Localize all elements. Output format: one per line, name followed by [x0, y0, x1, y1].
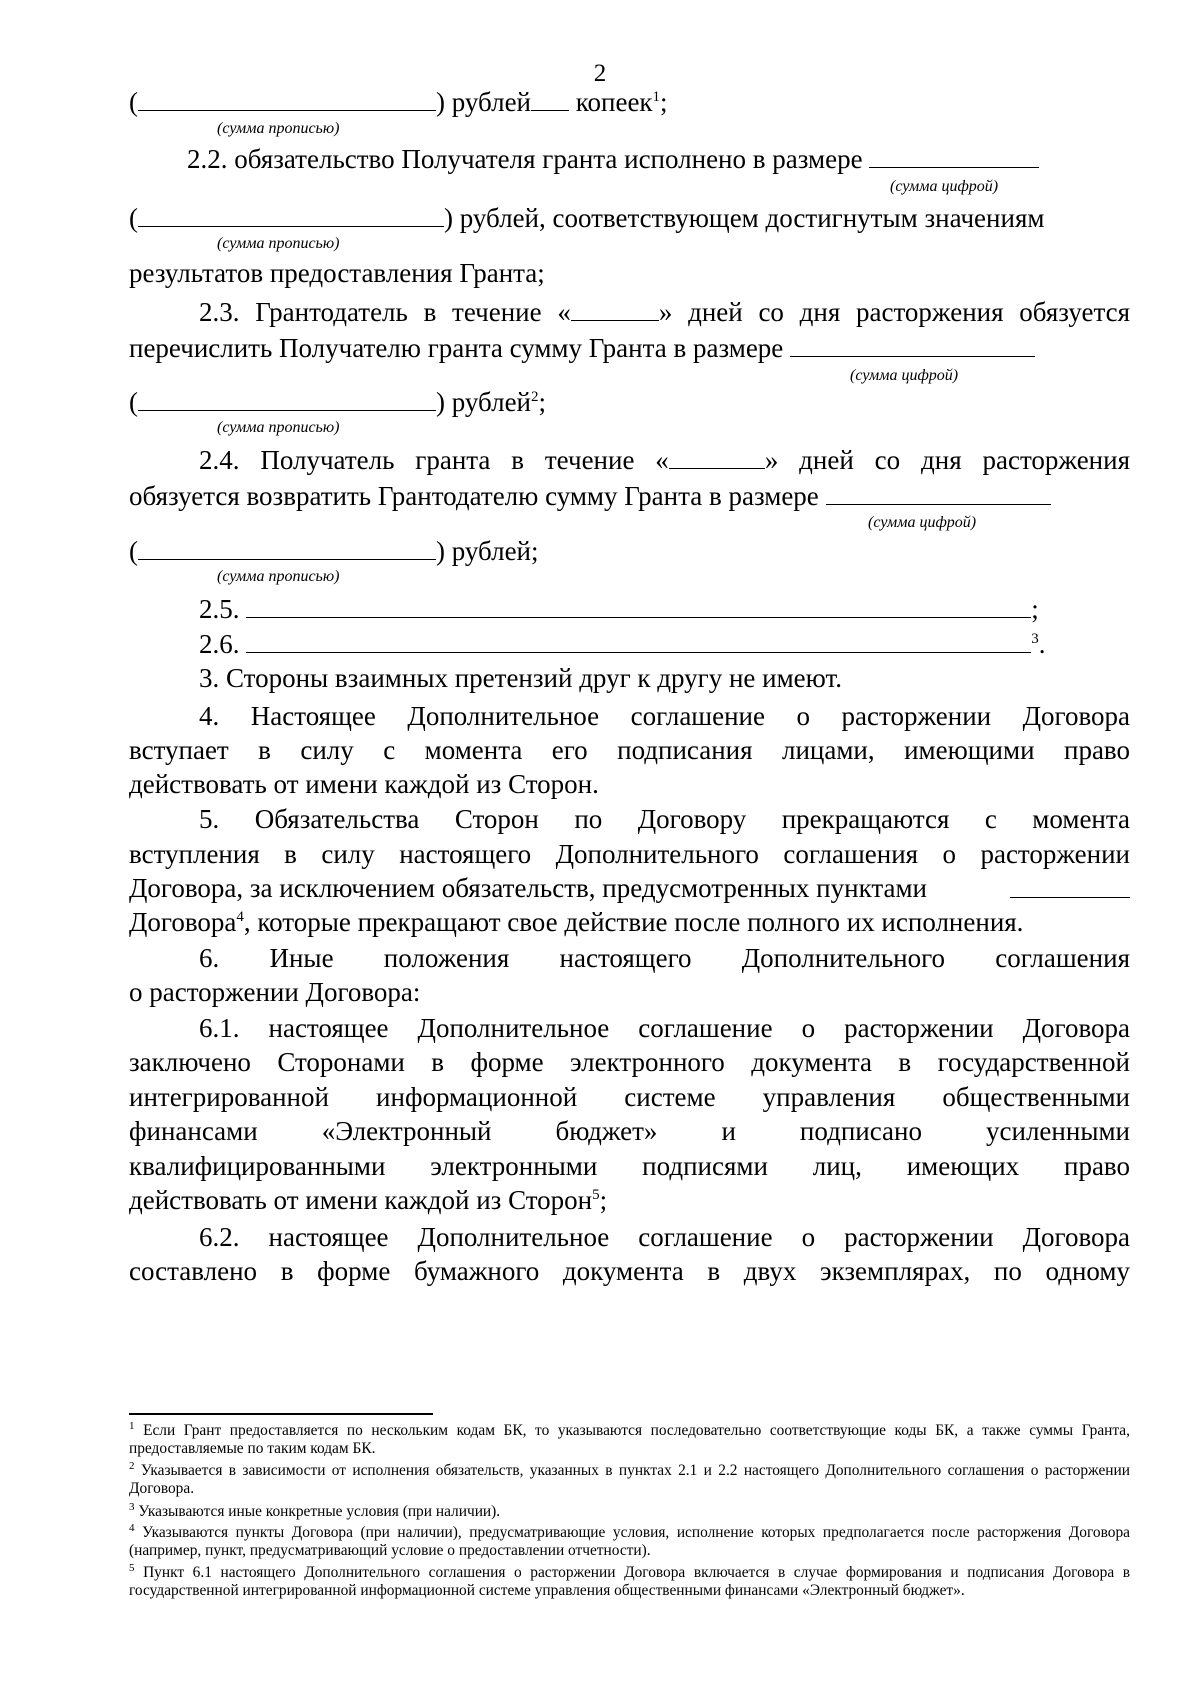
- paragraph-4: 4. Настоящее Дополнительное соглашение о расторжении Договора: [199, 701, 1130, 731]
- footnote-3: $^3$ Указываются иные конкретные условия (при наличии).: [129, 1501, 501, 1520]
- amount-words-line-1: ( ) рублей копеек$^1$;: [129, 84, 1130, 119]
- amount-words-line-4: ( ) рублей;: [129, 533, 1130, 568]
- footnote-ref-1: 1: [652, 89, 661, 105]
- body-line: заключено Сторонами в форме электронного документа в государственной: [129, 1047, 1130, 1077]
- hint-sum-words: (сумма прописью): [217, 419, 340, 436]
- hint-sum-words: (сумма прописью): [217, 120, 340, 137]
- footnote-ref-3: 3: [1031, 631, 1039, 647]
- blank-sum-digits[interactable]: [869, 141, 1039, 168]
- paragraph-3: 3. Стороны взаимных претензий друг к другу не имеют.: [199, 663, 843, 693]
- body-line: финансами «Электронный бюджет» и подписано усиленными: [129, 1116, 1130, 1146]
- blank-days[interactable]: [571, 294, 659, 321]
- amount-words-line-2: ( ) рублей, соответствующем достигнутым значениям: [129, 200, 1130, 235]
- paragraph-6: 6. Иные положения настоящего Дополнительного соглашения: [199, 943, 1130, 973]
- blank-sum-words[interactable]: [138, 533, 436, 560]
- footnote-ref-5: 5: [592, 1187, 600, 1203]
- body-line: вступления в силу настоящего Дополнительного соглашения о расторжении: [129, 839, 1130, 869]
- body-line: о расторжении Договора:: [129, 977, 421, 1007]
- footnote-ref-4: 4: [236, 909, 244, 925]
- blank-sum-digits[interactable]: [826, 478, 1051, 505]
- body-line: вступает в силу с момента его подписания лицами, имеющими право: [129, 735, 1130, 765]
- amount-words-line-3: ( ) рублей$^2$;: [129, 384, 1130, 419]
- paragraph-6-2: 6.2. настоящее Дополнительное соглашение о расторжении Договора: [199, 1222, 1130, 1252]
- paragraph-2-2: 2.2. обязательство Получателя гранта исполнено в размере: [129, 141, 1130, 176]
- body-line: Договора$^4$, которые прекращают свое действие после полного их исполнения.: [129, 907, 1024, 937]
- footnote-separator: [129, 1413, 433, 1415]
- body-line: обязуется возвратить Грантодателю сумму Гранта в размере: [129, 478, 1130, 513]
- body-line: результатов предоставления Гранта;: [129, 258, 545, 288]
- blank-clauses[interactable]: [1010, 871, 1130, 898]
- blank-condition[interactable]: [246, 591, 1031, 618]
- blank-kopecks[interactable]: [531, 84, 569, 111]
- hint-sum-digits: (сумма цифрой): [868, 514, 977, 531]
- body-line: действовать от имени каждой из Сторон.: [129, 769, 599, 799]
- blank-sum-digits[interactable]: [790, 330, 1035, 357]
- paragraph-2-4: 2.4. Получатель гранта в течение « » дней со дня расторжения: [199, 442, 1130, 477]
- blank-sum-words[interactable]: [138, 200, 444, 227]
- blank-days[interactable]: [669, 442, 765, 469]
- footnote-2: $^2$ Указывается в зависимости от исполнения обязательств, указанных в пунктах 2.1 и 2.2 настоящего Дополнительного соглашения о расторжении Договора.: [129, 1460, 1130, 1497]
- paragraph-2-3: 2.3. Грантодатель в течение « » дней со дня расторжения обязуется: [199, 294, 1130, 329]
- body-line: действовать от имени каждой из Сторон$^5$;: [129, 1185, 608, 1215]
- body-line: квалифицированными электронными подписями лиц, имеющих право: [129, 1151, 1130, 1181]
- footnote-5: $^5$ Пункт 6.1 настоящего Дополнительного соглашения о расторжении Договора включается в случае формирования и подписания Договора в государственной интегрированной информационной системе управления общественными финансами «Электронный бюджет».: [129, 1562, 1130, 1599]
- hint-sum-digits: (сумма цифрой): [850, 367, 959, 384]
- footnote-ref-2: 2: [531, 389, 539, 405]
- body-line: Договора, за исключением обязательств, предусмотренных пунктами: [129, 871, 1130, 905]
- hint-sum-words: (сумма прописью): [217, 235, 340, 252]
- paragraph-5: 5. Обязательства Сторон по Договору прекращаются с момента: [199, 804, 1130, 834]
- hint-sum-words: (сумма прописью): [217, 568, 340, 585]
- paragraph-6-1: 6.1. настоящее Дополнительное соглашение о расторжении Договора: [199, 1013, 1130, 1043]
- blank-sum-words[interactable]: [138, 384, 436, 411]
- blank-sum-words[interactable]: [138, 84, 436, 111]
- page-number: 2: [593, 60, 607, 87]
- hint-sum-digits: (сумма цифрой): [890, 178, 999, 195]
- body-line: перечислить Получателю гранта сумму Гранта в размере: [129, 330, 1130, 365]
- paragraph-2-5: 2.5. ;: [199, 591, 1130, 626]
- paragraph-2-6: 2.6. $^3$.: [199, 626, 1130, 661]
- body-line: интегрированной информационной системе управления общественными: [129, 1082, 1130, 1112]
- footnote-4: $^4$ Указываются пункты Договора (при наличии), предусматривающие условия, исполнение которых предполагается после расторжения Договора (например, пункт, предусматривающий условие о предоставлении отчетности).: [129, 1522, 1130, 1559]
- body-line: составлено в форме бумажного документа в двух экземплярах, по одному: [129, 1256, 1130, 1286]
- footnote-1: $^1$ Если Грант предоставляется по нескольким кодам БК, то указываются последовательно соответствующие коды БК, а также суммы Гранта, предоставляемые по таким кодам БК.: [129, 1420, 1130, 1457]
- blank-condition[interactable]: [246, 626, 1031, 653]
